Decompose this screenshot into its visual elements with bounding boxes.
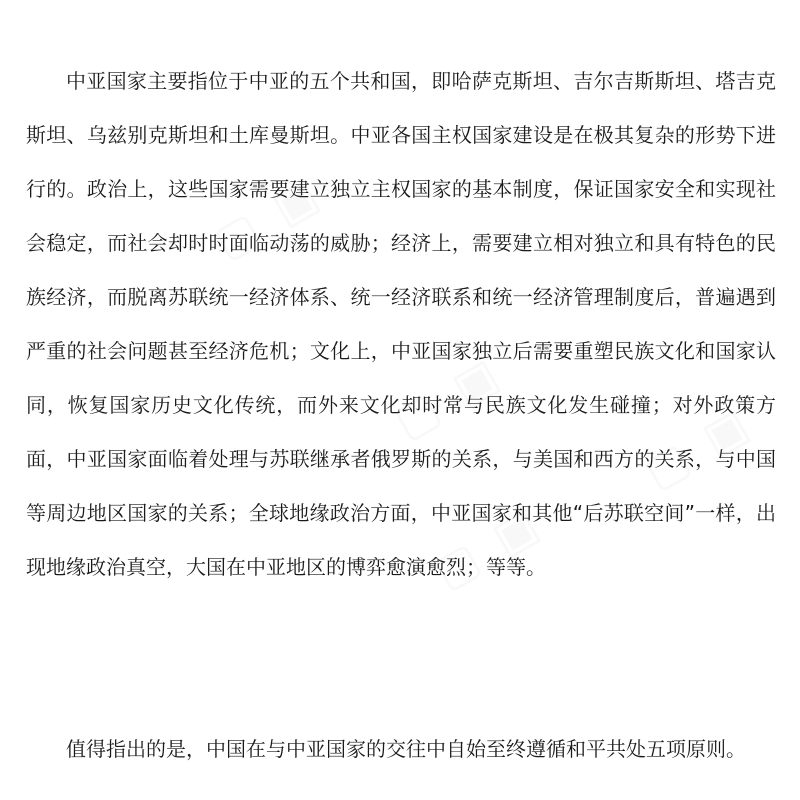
- watermark-logo: ▢ ▣: [204, 164, 331, 270]
- paragraph-intro: 中亚国家主要指位于中亚的五个共和国，即哈萨克斯坦、吉尔吉斯斯坦、塔吉克斯坦、乌兹别克斯坦和土库曼斯坦。中亚各国主权国家建设是在极其复杂的形势下进行的。政治上，这些国家需要建立独立主权国家的基本制度，保证国家安全和实现社会稳定，而社会却时时面临动荡的威胁；经济上，需要建立相对独立和具有特色的民族经济，而脱离苏联统一经济体系、统一经济联系和统一经济管理制度后，普遍遇到严重的社会问题甚至经济危机；文化上，中亚国家独立后需要重塑民族文化和国家认同，恢复国家历史文化传统，而外来文化却时常与民族文化发生碰撞；对外政策方面，中亚国家面临着处理与苏联继承者俄罗斯的关系，与美国和西方的关系，与中国等周边地区国家的关系；全球地缘政治方面，中亚国家和其他“后苏联空间”一样，出现地缘政治真空，大国在中亚地区的博弈愈演愈烈；等等。: [26, 69, 776, 579]
- watermark-logo: ▢ ▣: [384, 344, 511, 450]
- watermark-logo: ▢ ▣: [424, 494, 551, 600]
- watermark-logo: ▢ ▣: [634, 394, 761, 500]
- paragraph-principles: 值得指出的是，中国在与中亚国家的交往中自始至终遵循和平共处五项原则。: [66, 737, 746, 761]
